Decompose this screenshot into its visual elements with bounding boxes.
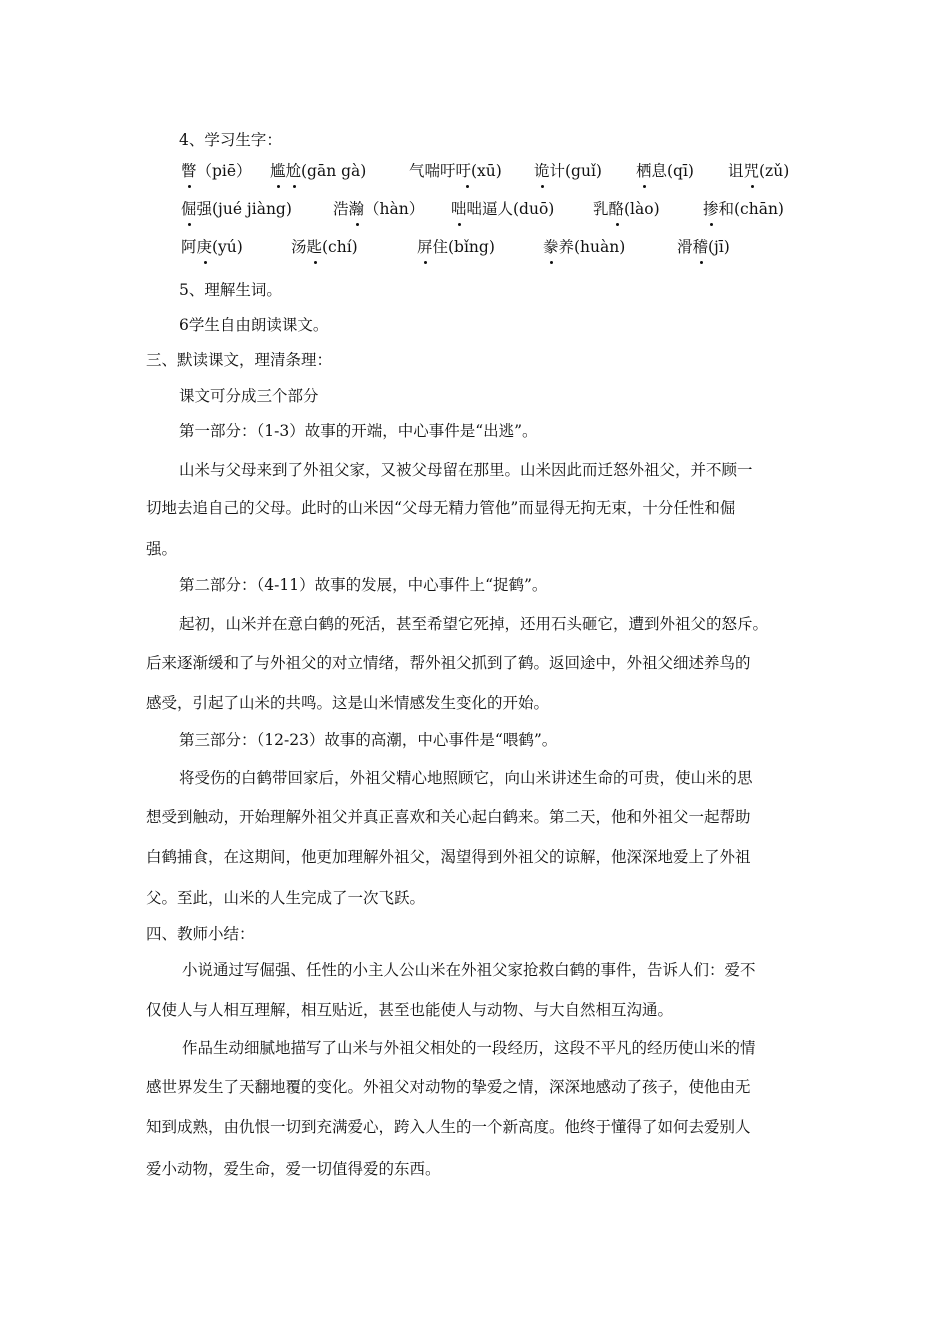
part-3-title: 第三部分：（12-23）故事的高潮，中心事件是“喂鹤”。	[179, 731, 558, 749]
vocab-item: 咄咄逼人(duō)	[451, 200, 555, 218]
vocab-item: 倔强(jué jiàng)	[181, 200, 292, 218]
emphasis-dot	[643, 185, 646, 188]
part-3-body-line: 白鹤捕食，在这期间，他更加理解外祖父，渴望得到外祖父的谅解，他深深地爱上了外祖	[146, 848, 751, 866]
vocab-item: 豢养(huàn)	[543, 238, 626, 256]
emphasis-dot	[356, 223, 359, 226]
emphasis-dot	[466, 185, 469, 188]
emphasis-dot	[550, 261, 553, 264]
vocab-item: 尴尬(gān gà)	[270, 162, 367, 180]
emphasis-dot	[424, 261, 427, 264]
vocab-item: 汤匙(chí)	[291, 238, 358, 256]
part-2-body-line: 感受，引起了山米的共鸣。这是山米情感发生变化的开始。	[146, 694, 550, 712]
summary-2-line: 爱小动物，爱生命，爱一切值得爱的东西。	[146, 1160, 441, 1178]
emphasis-dot	[616, 223, 619, 226]
part-1-body-line: 强。	[146, 540, 178, 558]
vocab-row-3	[0, 237, 950, 267]
vocab-item: 滑稽(jī)	[677, 238, 730, 256]
part-3-body-line: 想受到触动，开始理解外祖父并真正喜欢和关心起白鹤来。第二天，他和外祖父一起帮助	[146, 808, 751, 826]
part-1-body-line: 山米与父母来到了外祖父家，又被父母留在那里。山米因此而迁怒外祖父，并不顾一	[179, 461, 753, 479]
summary-2-line: 作品生动细腻地描写了山米与外祖父相处的一段经历，这段不平凡的经历使山米的情	[182, 1039, 756, 1057]
part-2-title: 第二部分：（4-11）故事的发展，中心事件上“捉鹤”。	[179, 576, 548, 594]
vocab-item: 屏住(bǐng)	[417, 238, 495, 256]
heading-understand-words: 5、理解生词。	[179, 281, 282, 299]
heading-free-reading: 6学生自由朗读课文。	[179, 316, 329, 334]
vocab-item: 瞥（piē）	[181, 162, 252, 180]
vocab-item: 乳酪(lào)	[593, 200, 660, 218]
vocab-item: 栖息(qī)	[636, 162, 694, 180]
vocab-item: 掺和(chān)	[703, 200, 784, 218]
vocab-row-1	[0, 161, 950, 191]
part-2-body-line: 起初，山米并在意白鹤的死活，甚至希望它死掉，还用石头砸它，遭到外祖父的怒斥。	[179, 615, 769, 633]
part-1-body-line: 切地去追自己的父母。此时的山米因“父母无精力管他”而显得无拘无束，十分任性和倔	[146, 499, 736, 517]
emphasis-dot	[188, 223, 191, 226]
emphasis-dot	[710, 223, 713, 226]
emphasis-dot	[188, 185, 191, 188]
vocab-item: 浩瀚（hàn）	[333, 200, 425, 218]
section-4-title: 四、教师小结：	[146, 925, 255, 943]
vocab-item: 气喘吁吁(xū)	[409, 162, 502, 180]
summary-1-line: 仅使人与人相互理解，相互贴近，甚至也能使人与动物、与大自然相互沟通。	[146, 1001, 674, 1019]
part-3-body-line: 父。至此，山米的人生完成了一次飞跃。	[146, 889, 426, 907]
emphasis-dot	[700, 261, 703, 264]
emphasis-dot	[277, 185, 280, 188]
emphasis-dot	[204, 261, 207, 264]
emphasis-dot	[541, 185, 544, 188]
part-1-title: 第一部分：（1-3）故事的开端，中心事件是“出逃”。	[179, 422, 538, 440]
section-3-intro: 课文可分成三个部分	[179, 387, 319, 405]
heading-learn-characters: 4、学习生字：	[179, 131, 282, 149]
emphasis-dot	[293, 185, 296, 188]
vocab-item: 诅咒(zǔ)	[728, 162, 790, 180]
vocab-item: 诡计(guǐ)	[534, 162, 602, 180]
summary-2-line: 知到成熟，由仇恨一切到充满爱心，跨入人生的一个新高度。他终于懂得了如何去爱别人	[146, 1118, 751, 1136]
summary-1-line: 小说通过写倔强、任性的小主人公山米在外祖父家抢救白鹤的事件，告诉人们：爱不	[182, 961, 756, 979]
emphasis-dot	[458, 223, 461, 226]
part-3-body-line: 将受伤的白鹤带回家后，外祖父精心地照顾它，向山米讲述生命的可贵，使山米的思	[179, 769, 753, 787]
vocab-row-2	[0, 199, 950, 229]
summary-2-line: 感世界发生了天翻地覆的变化。外祖父对动物的挚爱之情，深深地感动了孩子，使他由无	[146, 1078, 751, 1096]
emphasis-dot	[314, 261, 317, 264]
vocab-item: 阿庚(yú)	[181, 238, 243, 256]
emphasis-dot	[751, 185, 754, 188]
part-2-body-line: 后来逐渐缓和了与外祖父的对立情绪，帮外祖父抓到了鹤。返回途中，外祖父细述养鸟的	[146, 654, 751, 672]
section-3-title: 三、默读课文，理清条理：	[146, 351, 333, 369]
